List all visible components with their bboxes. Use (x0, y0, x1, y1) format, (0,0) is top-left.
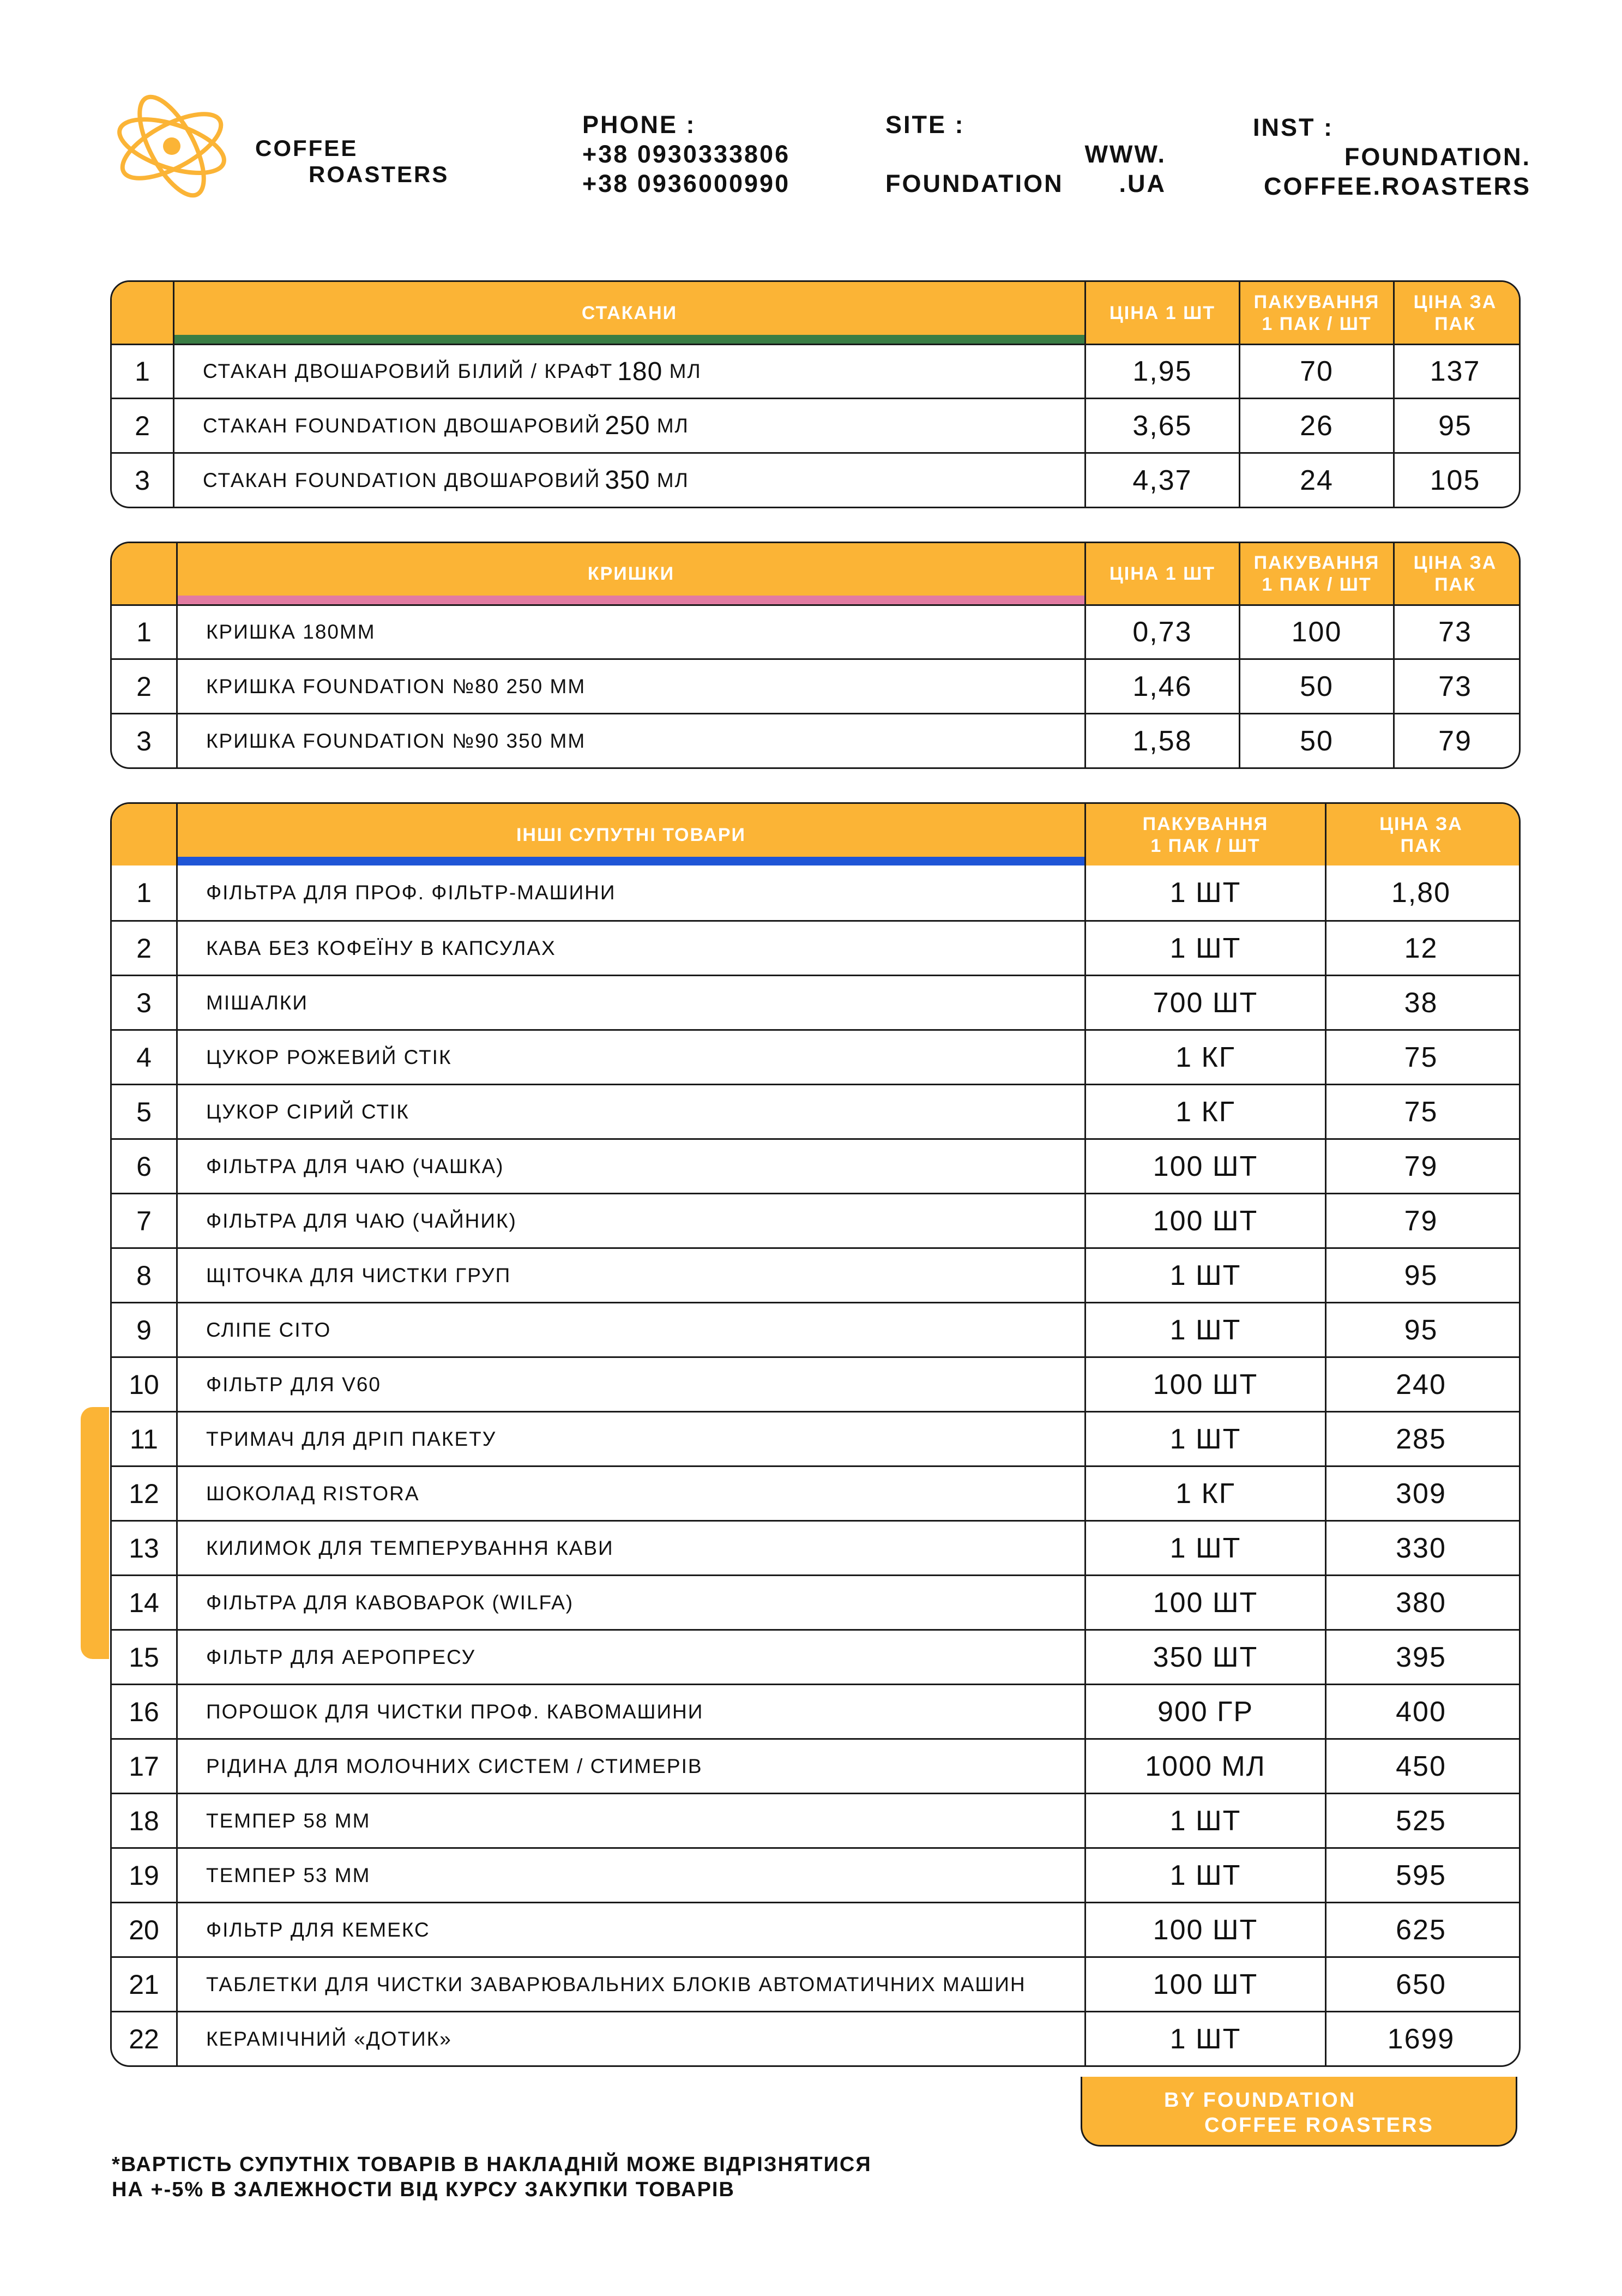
row-number: 3 (136, 725, 152, 756)
header-pack-cell (1239, 543, 1393, 604)
header-num-cell (112, 804, 176, 865)
header-title-cell (176, 804, 1084, 865)
site-url-line-2[interactable] (885, 169, 1166, 199)
header-title-cell (173, 282, 1084, 344)
product-volume: 180 (617, 357, 663, 386)
product-name: СТАКАН FOUNDATION ДВОШАРОВИЙ (203, 468, 601, 491)
blue-accent-strip (178, 857, 1084, 865)
row-number: 1 (136, 877, 152, 908)
pack-size: 1 КГ (1084, 1085, 1325, 1138)
table-header-row (112, 543, 1519, 604)
product-name: КАВА БЕЗ КОФЕЇНУ В КАПСУЛАХ (176, 922, 1084, 975)
row-number: 17 (129, 1751, 159, 1782)
header-pack-cell (1239, 282, 1393, 344)
row-number: 2 (136, 671, 152, 702)
pack-size: 350 ШТ (1084, 1631, 1325, 1684)
header-packprice-cell (1325, 804, 1516, 865)
header-pack-sublabel: 1 ПАК / ШТ (1150, 835, 1261, 856)
pack-price: 595 (1325, 1849, 1516, 1902)
pack-size: 1 ШТ (1084, 922, 1325, 975)
product-name: МІШАЛКИ (176, 976, 1084, 1029)
header-num-cell (112, 543, 176, 604)
pack-price: 75 (1325, 1085, 1516, 1138)
header-pack-label: ПАКУВАННЯ (1142, 813, 1269, 834)
product-name: ТЕМПЕР 58 ММ (176, 1794, 1084, 1847)
pack-price: 95 (1325, 1249, 1516, 1302)
table-row (112, 1847, 1519, 1902)
cups-price-table (110, 280, 1521, 508)
table-row (112, 1411, 1519, 1465)
header-packprice-cell (1393, 543, 1516, 604)
by-foundation-line-2: COFFEE ROASTERS (1204, 2114, 1434, 2137)
product-name: ПОРОШОК ДЛЯ ЧИСТКИ ПРОФ. КАВОМАШИНИ (176, 1685, 1084, 1738)
pack-size: 1 ШТ (1084, 2012, 1325, 2065)
header-pack-sublabel: 1 ПАК / ШТ (1262, 313, 1372, 334)
table-row (112, 2011, 1519, 2065)
row-number: 4 (136, 1042, 152, 1073)
product-name: КРИШКА 180ММ (176, 606, 1084, 658)
row-number: 10 (129, 1369, 159, 1400)
pack-price: 38 (1325, 976, 1516, 1029)
pack-size: 100 ШТ (1084, 1194, 1325, 1247)
pack-price: 450 (1325, 1740, 1516, 1793)
pack-size: 700 ШТ (1084, 976, 1325, 1029)
table-row (112, 1138, 1519, 1193)
table-row (112, 1793, 1519, 1847)
row-number: 14 (129, 1587, 159, 1618)
product-name: КРИШКА FOUNDATION №90 350 ММ (176, 714, 1084, 767)
pack-size: 100 (1239, 606, 1393, 658)
table-row (112, 1465, 1519, 1520)
brand-line-1: COFFEE (255, 135, 358, 161)
row-number: 19 (129, 1860, 159, 1891)
pack-size: 1 КГ (1084, 1467, 1325, 1520)
table-row (112, 1247, 1519, 1302)
product-name: КРИШКА FOUNDATION №80 250 ММ (176, 660, 1084, 713)
row-number: 2 (135, 410, 150, 441)
header-pack-cell (1084, 804, 1325, 865)
header-packprice-label: ЦІНА ЗА (1413, 552, 1497, 573)
row-number: 12 (129, 1478, 159, 1509)
header-packprice-label: ЦІНА ЗА (1379, 813, 1463, 834)
table-row (112, 1684, 1519, 1738)
row-number: 8 (136, 1260, 152, 1291)
pack-price: 330 (1325, 1522, 1516, 1574)
pack-size: 1 ШТ (1084, 1249, 1325, 1302)
pack-price: 75 (1325, 1031, 1516, 1084)
product-name: КИЛИМОК ДЛЯ ТЕМПЕРУВАННЯ КАВИ (176, 1522, 1084, 1574)
brand-name (255, 135, 449, 188)
table-row (112, 1629, 1519, 1684)
product-name: ФІЛЬТРА ДЛЯ ПРОФ. ФІЛЬТР-МАШИНИ (176, 865, 1084, 920)
pack-price: 1699 (1325, 2012, 1516, 2065)
pack-price: 12 (1325, 922, 1516, 975)
pack-size: 1 ШТ (1084, 1522, 1325, 1574)
table-row (112, 865, 1519, 920)
header-pack-label: ПАКУВАННЯ (1253, 552, 1380, 573)
header-title-cell (176, 543, 1084, 604)
pack-size: 1000 МЛ (1084, 1740, 1325, 1793)
row-number: 11 (130, 1423, 158, 1454)
pack-size: 100 ШТ (1084, 1576, 1325, 1629)
product-unit: МЛ (656, 414, 689, 437)
table-row (112, 1956, 1519, 2011)
pack-size: 1 ШТ (1084, 865, 1325, 920)
header-title: СТАКАНИ (581, 302, 678, 323)
pack-price: 400 (1325, 1685, 1516, 1738)
pack-price: 240 (1325, 1358, 1516, 1411)
pack-price: 309 (1325, 1467, 1516, 1520)
pack-size: 1 КГ (1084, 1031, 1325, 1084)
header-price-cell (1084, 282, 1239, 344)
pack-price: 79 (1325, 1140, 1516, 1193)
phone-label: PHONE : (582, 111, 696, 139)
other-goods-price-table (110, 802, 1521, 2067)
phone-number-2[interactable]: +38 0936000990 (582, 170, 791, 197)
pack-price: 95 (1325, 1303, 1516, 1356)
pack-size: 1 ШТ (1084, 1413, 1325, 1465)
product-name: ТАБЛЕТКИ ДЛЯ ЧИСТКИ ЗАВАРЮВАЛЬНИХ БЛОКІВ АВТОМАТИЧНИХ МАШИН (176, 1958, 1084, 2011)
row-number: 3 (136, 987, 152, 1018)
pack-price: 105 (1393, 454, 1516, 507)
phone-number-1[interactable]: +38 0930333806 (582, 140, 791, 168)
table-row (112, 658, 1519, 713)
header-packprice-sublabel: ПАК (1400, 835, 1442, 856)
table-row (112, 1193, 1519, 1247)
side-tab-marker (81, 1407, 109, 1659)
pack-size: 1 ШТ (1084, 1849, 1325, 1902)
header-packprice-sublabel: ПАК (1434, 574, 1476, 595)
table-header-row (112, 804, 1519, 865)
product-name-cell (173, 399, 1084, 452)
product-name: ЦУКОР СІРИЙ СТІК (176, 1085, 1084, 1138)
header-num-cell (112, 282, 173, 344)
pack-price: 285 (1325, 1413, 1516, 1465)
row-number: 22 (129, 2023, 159, 2054)
note-line-2: НА +-5% В ЗАЛЕЖНОСТИ ВІД КУРСУ ЗАКУПКИ ТОВАРІВ (112, 2178, 735, 2201)
product-name: ТЕМПЕР 53 ММ (176, 1849, 1084, 1902)
site-block (885, 110, 1166, 199)
unit-price: 4,37 (1084, 454, 1239, 507)
header-packprice-cell (1393, 282, 1516, 344)
unit-price: 3,65 (1084, 399, 1239, 452)
table-row (112, 1574, 1519, 1629)
row-number: 7 (136, 1205, 152, 1236)
product-name: ЦУКОР РОЖЕВИЙ СТІК (176, 1031, 1084, 1084)
row-number: 1 (136, 617, 152, 647)
row-number: 21 (129, 1969, 159, 2000)
table-header-row (112, 282, 1519, 344)
pack-size: 24 (1239, 454, 1393, 507)
pack-price: 73 (1393, 606, 1516, 658)
product-name: ФІЛЬТР ДЛЯ КЕМЕКС (176, 1903, 1084, 1956)
product-name: ФІЛЬТР ДЛЯ V60 (176, 1358, 1084, 1411)
price-disclaimer-note (112, 2152, 872, 2202)
pack-price: 650 (1325, 1958, 1516, 2011)
pack-price: 380 (1325, 1576, 1516, 1629)
site-url-domain: FOUNDATION (885, 170, 1064, 197)
pack-price: 79 (1325, 1194, 1516, 1247)
pink-accent-strip (178, 596, 1084, 604)
table-row (112, 1084, 1519, 1138)
product-name-cell (173, 454, 1084, 507)
other-goods-rows (112, 865, 1519, 2065)
pack-size: 50 (1239, 714, 1393, 767)
header-title: ІНШІ СУПУТНІ ТОВАРИ (516, 824, 746, 845)
product-volume: 350 (605, 466, 650, 495)
header-pack-label: ПАКУВАННЯ (1253, 291, 1380, 312)
product-name: ФІЛЬТРА ДЛЯ КАВОВАРОК (WILFA) (176, 1576, 1084, 1629)
row-number: 5 (136, 1096, 152, 1127)
row-number: 20 (129, 1914, 159, 1945)
row-number: 1 (135, 356, 150, 387)
pack-price: 1,80 (1325, 865, 1516, 920)
unit-price: 1,58 (1084, 714, 1239, 767)
pack-size: 100 ШТ (1084, 1140, 1325, 1193)
pack-size: 26 (1239, 399, 1393, 452)
pack-price: 625 (1325, 1903, 1516, 1956)
unit-price: 1,95 (1084, 345, 1239, 398)
row-number: 6 (136, 1151, 152, 1182)
product-name: РІДИНА ДЛЯ МОЛОЧНИХ СИСТЕМ / СТИМЕРІВ (176, 1740, 1084, 1793)
table-row (112, 1902, 1519, 1956)
pack-price: 137 (1393, 345, 1516, 398)
phone-block (582, 110, 790, 199)
header-price-label: ЦІНА 1 ШТ (1109, 563, 1216, 584)
pack-price: 395 (1325, 1631, 1516, 1684)
product-name: СТАКАН FOUNDATION ДВОШАРОВИЙ (203, 414, 601, 437)
unit-price: 1,46 (1084, 660, 1239, 713)
pack-price: 525 (1325, 1794, 1516, 1847)
pack-size: 100 ШТ (1084, 1903, 1325, 1956)
product-name: КЕРАМІЧНИЙ «ДОТИК» (176, 2012, 1084, 2065)
pack-size: 900 ГР (1084, 1685, 1325, 1738)
site-url-tld: .UA (1119, 170, 1166, 197)
table-row (112, 1356, 1519, 1411)
table-row (112, 344, 1519, 398)
row-number: 2 (136, 933, 152, 964)
product-name: ФІЛЬТРА ДЛЯ ЧАЮ (ЧАЙНИК) (176, 1194, 1084, 1247)
pack-size: 100 ШТ (1084, 1358, 1325, 1411)
product-name: ЩІТОЧКА ДЛЯ ЧИСТКИ ГРУП (176, 1249, 1084, 1302)
product-name: СЛІПЕ CITO (176, 1303, 1084, 1356)
instagram-handle-line-1[interactable]: FOUNDATION. (1344, 143, 1531, 171)
pack-price: 79 (1393, 714, 1516, 767)
product-name: ФІЛЬТРА ДЛЯ ЧАЮ (ЧАШКА) (176, 1140, 1084, 1193)
pack-size: 100 ШТ (1084, 1958, 1325, 2011)
table-row (112, 975, 1519, 1029)
site-url-line-1[interactable]: WWW. (1084, 140, 1166, 168)
pack-price: 73 (1393, 660, 1516, 713)
table-row (112, 1520, 1519, 1574)
header-pack-sublabel: 1 ПАК / ШТ (1262, 574, 1372, 595)
product-unit: МЛ (669, 360, 702, 382)
instagram-label: INST : (1253, 113, 1334, 141)
product-volume: 250 (605, 411, 650, 440)
pack-size: 1 ШТ (1084, 1303, 1325, 1356)
table-row (112, 452, 1519, 507)
product-name-cell (173, 345, 1084, 398)
note-line-1: *ВАРТІСТЬ СУПУТНІХ ТОВАРІВ В НАКЛАДНІЙ МОЖЕ ВІДРІЗНЯТИСЯ (112, 2153, 872, 2176)
table-row (112, 713, 1519, 767)
header-title: КРИШКИ (587, 563, 675, 584)
product-name: СТАКАН ДВОШАРОВИЙ БІЛИЙ / КРАФТ (203, 360, 613, 382)
row-number: 15 (129, 1642, 159, 1673)
row-number: 18 (129, 1805, 159, 1836)
product-name: ТРИМАЧ ДЛЯ ДРІП ПАКЕТУ (176, 1413, 1084, 1465)
row-number: 16 (129, 1696, 159, 1727)
table-row (112, 398, 1519, 452)
product-unit: МЛ (656, 468, 689, 491)
atom-logo-icon (109, 82, 234, 207)
pack-price: 95 (1393, 399, 1516, 452)
site-label: SITE : (885, 111, 965, 139)
table-row (112, 920, 1519, 975)
green-accent-strip (174, 335, 1084, 344)
header-price-label: ЦІНА 1 ШТ (1109, 302, 1216, 323)
header-price-cell (1084, 543, 1239, 604)
product-name: ШОКОЛАД RISTORA (176, 1467, 1084, 1520)
table-row (112, 1738, 1519, 1793)
pack-size: 1 ШТ (1084, 1794, 1325, 1847)
pack-size: 70 (1239, 345, 1393, 398)
row-number: 13 (129, 1532, 159, 1564)
by-foundation-line-1: BY FOUNDATION (1164, 2089, 1356, 2112)
lids-price-table (110, 542, 1521, 769)
pack-size: 50 (1239, 660, 1393, 713)
instagram-handle-line-2[interactable]: COFFEE.ROASTERS (1263, 172, 1531, 200)
table-row (112, 604, 1519, 658)
table-row (112, 1302, 1519, 1356)
header-packprice-sublabel: ПАК (1434, 313, 1476, 334)
instagram-block (1253, 113, 1531, 201)
table-row (112, 1029, 1519, 1084)
unit-price: 0,73 (1084, 606, 1239, 658)
brand-line-2: ROASTERS (309, 161, 449, 187)
by-foundation-tag (1081, 2077, 1517, 2147)
row-number: 9 (136, 1314, 152, 1345)
product-name: ФІЛЬТР ДЛЯ АЕРОПРЕСУ (176, 1631, 1084, 1684)
row-number: 3 (135, 465, 150, 496)
header-packprice-label: ЦІНА ЗА (1413, 291, 1497, 312)
